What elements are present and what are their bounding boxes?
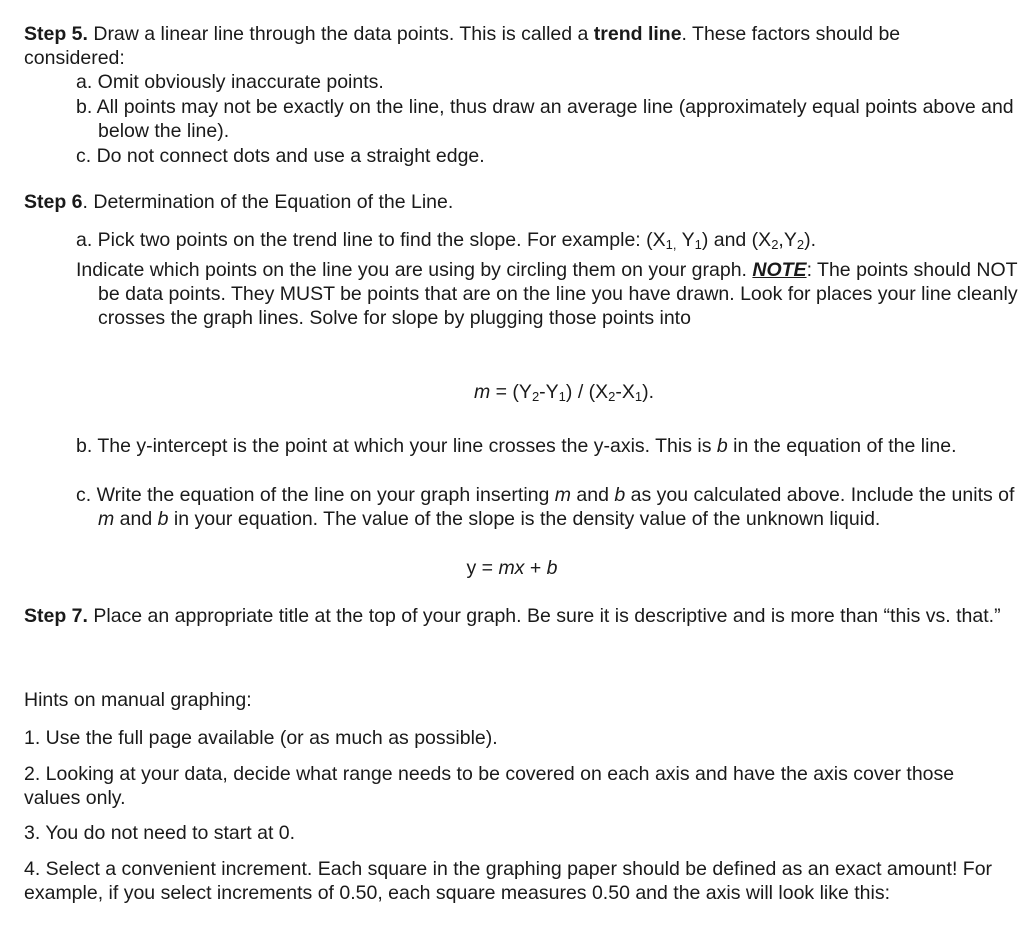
slope-formula: $m = (Y_2-Y_1) / (X_2-X_1)$. bbox=[473, 381, 655, 404]
step5-item-b: b. All points may not be exactly on the line, thus draw an average line (approximately equal points above and below the line). bbox=[76, 96, 1014, 142]
step5-item-c: c. Do not connect dots and use a straight edge. bbox=[76, 145, 485, 167]
step5-text-end: . These factors should be considered: bbox=[24, 23, 901, 69]
step7-paragraph: Step 7. Place an appropriate title at the top of your graph. Be sure it is descriptive and is more than “this vs. that.” bbox=[24, 605, 1001, 627]
step6-heading bbox=[24, 190, 1004, 214]
hint-4: 4. Select a convenient increment. Each square in the graphing paper should be defined as an exact amount! For example, if you select increments of 0.50, each square measures 0.50 and the axis will look like this: bbox=[24, 858, 993, 904]
step5-item-a: a. Omit obviously inaccurate points. bbox=[76, 71, 384, 93]
trend-line-term: trend line bbox=[593, 23, 682, 45]
line-equation: y = mx + b bbox=[466, 557, 558, 579]
hint-1: 1. Use the full page available (or as much as possible). bbox=[24, 727, 498, 749]
step6-item-a-instructions: Indicate which points on the line you are using by circling them on your graph. NOTE: The points should NOT be data points. They MUST be points that are on the line you have drawn. Look for places your line cleanly crosses the graph lines. Solve for slope by plugging those points into bbox=[76, 259, 1018, 329]
step5-paragraph bbox=[24, 22, 1004, 70]
step7-label: Step 7. bbox=[24, 605, 88, 627]
hint-3: 3. You do not need to start at 0. bbox=[24, 822, 296, 844]
step5-label: Step 5. bbox=[24, 23, 88, 45]
step6-item-a: a. Pick two points on the trend line to find the slope. For example: ($X_{1,}$ $Y_1$) and $(X_2,Y_2)$. Indicate which points on the line you are using by circling them on your graph. NOTE: The points should NOT be data points. They MUST be points that are on the line you have drawn. Look for places your line cleanly crosses the graph lines. Solve for slope by plugging those points into bbox=[76, 229, 1018, 329]
hints-title: Hints on manual graphing: bbox=[24, 689, 252, 711]
step6-item-b: b. The y-intercept is the point at which your line crosses the y-axis. This is b in the equation of the line. bbox=[76, 435, 957, 457]
step6-label: Step 6 bbox=[24, 191, 83, 213]
hint-2: 2. Looking at your data, decide what range needs to be covered on each axis and have the axis cover those values only. bbox=[24, 763, 955, 809]
step6-item-c: c. Write the equation of the line on your graph inserting m and b as you calculated above. Include the units of m and b in your equation. The value of the slope is the density value of the unknown liquid. bbox=[76, 484, 1015, 530]
step5-text: Draw a linear line through the data points. This is called a bbox=[87, 23, 594, 45]
step6-heading-text: . Determination of the Equation of the Line. bbox=[82, 191, 454, 213]
note-label: NOTE bbox=[752, 259, 807, 281]
